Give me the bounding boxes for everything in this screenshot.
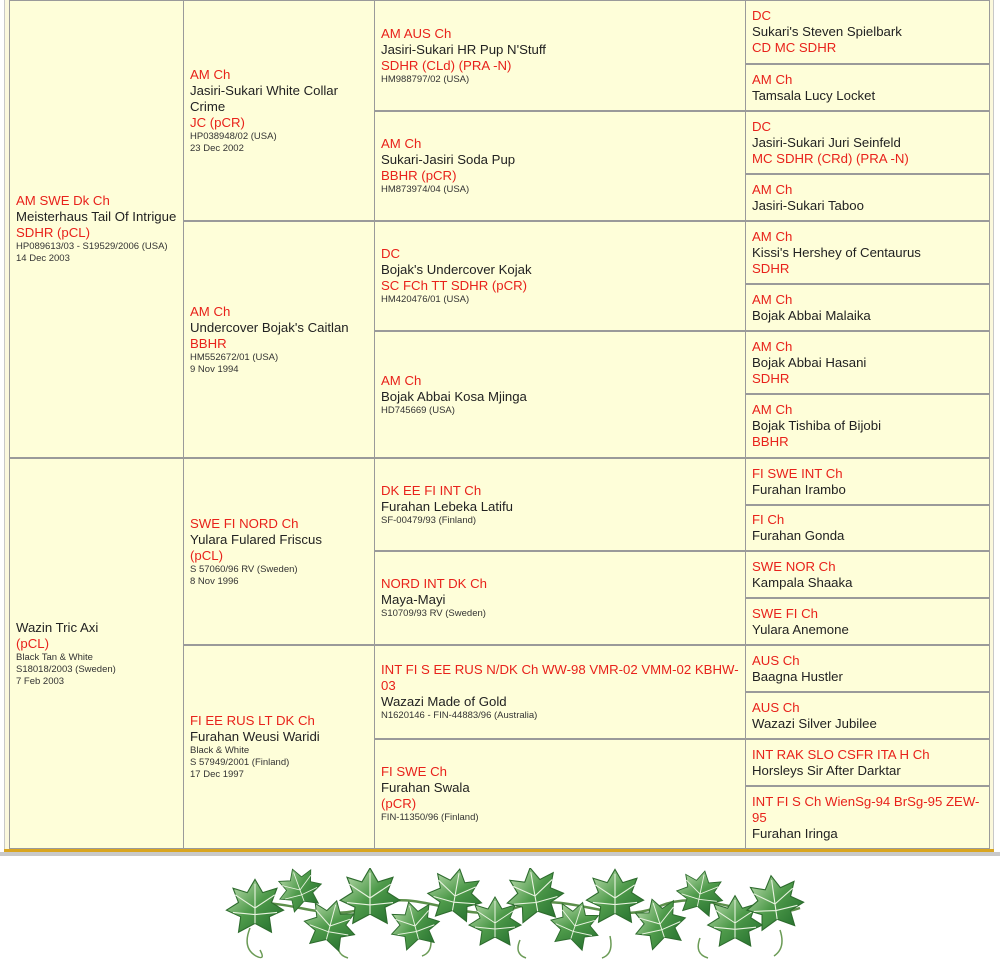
gen2-cell-2 xyxy=(183,221,376,458)
gen4-name: Jasiri-Sukari Juri Seinfeld xyxy=(752,134,901,150)
dam-color: Black Tan & White xyxy=(16,651,93,663)
gen4-title: INT FI S Ch WienSg-94 BrSg-95 ZEW-95 xyxy=(752,793,980,825)
gen4-cell-9 xyxy=(745,458,990,505)
gen4-cell-10 xyxy=(745,505,990,551)
gen3-registration: HD745669 (USA) xyxy=(381,404,455,416)
gen4-cell-13 xyxy=(745,645,990,692)
gen3-title: NORD INT DK Ch xyxy=(381,576,488,591)
gen2-registration: S 57060/96 RV (Sweden) xyxy=(190,563,298,575)
gen4-suffix: SDHR xyxy=(752,370,790,386)
footer-divider xyxy=(0,852,1000,856)
gen4-title: FI SWE INT Ch xyxy=(752,465,843,481)
gen3-title: FI SWE Ch xyxy=(381,764,447,779)
gen3-name: Furahan Swala xyxy=(381,780,470,795)
gen4-suffix: MC SDHR (CRd) (PRA -N) xyxy=(752,150,909,166)
gen2-title: FI EE RUS LT DK Ch xyxy=(190,713,315,728)
gen3-cell-8 xyxy=(374,739,747,849)
gen2-title: AM Ch xyxy=(190,303,231,319)
dam-registration: S18018/2003 (Sweden) xyxy=(16,663,116,675)
gen4-cell-8 xyxy=(745,394,990,458)
gen2-cell-4 xyxy=(183,645,376,849)
gen3-name: Maya-Mayi xyxy=(381,592,446,607)
sire-cell xyxy=(9,0,185,458)
dam-cell xyxy=(9,458,185,849)
gen3-title: AM AUS Ch xyxy=(381,25,452,41)
gen3-name: Bojak Abbai Kosa Mjinga xyxy=(381,388,527,404)
sire-title: AM SWE Dk Ch xyxy=(16,193,110,208)
dam-birthdate: 7 Feb 2003 xyxy=(16,675,65,687)
gen4-title: SWE NOR Ch xyxy=(752,558,836,574)
gen3-registration: HM988797/02 (USA) xyxy=(381,73,470,85)
pedigree-table xyxy=(4,0,994,851)
gen3-name: Bojak's Undercover Kojak xyxy=(381,262,532,277)
gen4-title: SWE FI Ch xyxy=(752,605,818,621)
gen3-suffix: SC FCh TT SDHR (pCR) xyxy=(381,278,528,293)
gen4-cell-11 xyxy=(745,551,990,598)
gen2-registration: HP038948/02 (USA) xyxy=(190,130,277,142)
gen2-registration: HM552672/01 (USA) xyxy=(190,351,279,363)
gen4-title: DC xyxy=(752,8,772,23)
gen4-name: Tamsala Lucy Locket xyxy=(752,87,876,103)
gen3-cell-3 xyxy=(374,221,747,331)
gen4-name: Wazazi Silver Jubilee xyxy=(752,715,877,731)
gen4-name: Bojak Abbai Hasani xyxy=(752,354,867,370)
gen4-title: AM Ch xyxy=(752,181,793,197)
gen3-cell-6 xyxy=(374,551,747,645)
gen4-cell-4 xyxy=(745,174,990,221)
gen3-registration: FIN-11350/96 (Finland) xyxy=(381,812,479,823)
gen3-cell-2 xyxy=(374,111,747,221)
gen2-name: Undercover Bojak's Caitlan xyxy=(190,319,349,335)
gen3-title: DK EE FI INT Ch xyxy=(381,482,482,498)
gen2-suffix: (pCL) xyxy=(190,547,223,563)
gen3-cell-7 xyxy=(374,645,747,739)
gen4-name: Baagna Hustler xyxy=(752,668,843,684)
gen4-title: AM Ch xyxy=(752,71,793,87)
gen4-name: Horsleys Sir After Darktar xyxy=(752,762,901,778)
gen4-cell-14 xyxy=(745,692,990,739)
gen3-registration: HM420476/01 (USA) xyxy=(381,294,470,305)
gen4-suffix: SDHR xyxy=(752,260,790,276)
gen4-title: INT RAK SLO CSFR ITA H Ch xyxy=(752,746,930,762)
gen4-cell-15 xyxy=(745,739,990,786)
gen4-cell-12 xyxy=(745,598,990,645)
gen4-name: Sukari's Steven Spielbark xyxy=(752,24,902,39)
ivy-vine-decoration xyxy=(220,868,810,968)
gen4-cell-7 xyxy=(745,331,990,394)
gen4-cell-6 xyxy=(745,284,990,331)
gen2-suffix: BBHR xyxy=(190,335,227,351)
gen3-cell-1 xyxy=(374,0,747,111)
gen2-name: Jasiri-Sukari White Collar Crime xyxy=(190,82,339,114)
gen4-title: AUS Ch xyxy=(752,652,800,668)
gen2-title: SWE FI NORD Ch xyxy=(190,515,299,531)
gen2-birthdate: 9 Nov 1994 xyxy=(190,363,239,375)
gen2-cell-3 xyxy=(183,458,376,645)
gen4-name: Bojak Tishiba of Bijobi xyxy=(752,418,882,433)
sire-suffix: SDHR (pCL) xyxy=(16,225,91,240)
gen3-cell-5 xyxy=(374,458,747,551)
gen4-title: FI Ch xyxy=(752,512,785,527)
gen3-name: Jasiri-Sukari HR Pup N'Stuff xyxy=(381,41,546,57)
gen2-title: AM Ch xyxy=(190,66,231,82)
gen3-title: AM Ch xyxy=(381,372,422,388)
gen3-title: DC xyxy=(381,246,401,261)
sire-name: Meisterhaus Tail Of Intrigue xyxy=(16,209,177,224)
gen3-cell-4 xyxy=(374,331,747,458)
gen4-name: Furahan Irambo xyxy=(752,481,846,497)
gen4-name: Furahan Iringa xyxy=(752,825,838,841)
gen2-color: Black & White xyxy=(190,745,250,756)
gen3-suffix: SDHR (CLd) (PRA -N) xyxy=(381,57,512,73)
gen2-birthdate: 23 Dec 2002 xyxy=(190,142,244,154)
gen2-registration: S 57949/2001 (Finland) xyxy=(190,757,290,768)
gen4-cell-1 xyxy=(745,0,990,64)
gen4-title: AM Ch xyxy=(752,228,793,244)
sire-birthdate: 14 Dec 2003 xyxy=(16,253,70,264)
gen3-title: AM Ch xyxy=(381,136,422,151)
gen3-suffix: BBHR (pCR) xyxy=(381,168,457,183)
gen4-cell-2 xyxy=(745,64,990,111)
gen2-cell-1 xyxy=(183,0,376,221)
gen4-name: Kampala Shaaka xyxy=(752,574,853,590)
gen3-title: INT FI S EE RUS N/DK Ch WW-98 VMR-02 VMM-02 KBHW-03 xyxy=(381,662,739,693)
gen2-birthdate: 8 Nov 1996 xyxy=(190,575,239,587)
gen4-title: AUS Ch xyxy=(752,699,800,715)
gen4-cell-16 xyxy=(745,786,990,849)
gen3-registration: SF-00479/93 (Finland) xyxy=(381,514,477,526)
gen2-name: Furahan Weusi Waridi xyxy=(190,729,320,744)
sire-registration: HP089613/03 - S19529/2006 (USA) xyxy=(16,241,168,252)
gen3-registration: S10709/93 RV (Sweden) xyxy=(381,608,486,619)
gen3-registration: N1620146 - FIN-44883/96 (Australia) xyxy=(381,710,538,721)
gen4-name: Furahan Gonda xyxy=(752,528,845,543)
gen3-name: Wazazi Made of Gold xyxy=(381,694,507,709)
gen4-suffix: CD MC SDHR xyxy=(752,40,837,55)
gen2-name: Yulara Fulared Friscus xyxy=(190,531,322,547)
gen2-birthdate: 17 Dec 1997 xyxy=(190,769,244,780)
gen4-name: Jasiri-Sukari Taboo xyxy=(752,197,864,213)
dam-suffix: (pCL) xyxy=(16,635,49,651)
gen4-title: AM Ch xyxy=(752,402,793,417)
gen4-cell-5 xyxy=(745,221,990,284)
gen3-suffix: (pCR) xyxy=(381,796,417,811)
gen4-cell-3 xyxy=(745,111,990,174)
gen4-suffix: BBHR xyxy=(752,434,789,449)
gen3-registration: HM873974/04 (USA) xyxy=(381,184,470,195)
gen4-name: Kissi's Hershey of Centaurus xyxy=(752,244,921,260)
gen3-name: Furahan Lebeka Latifu xyxy=(381,498,513,514)
gen4-name: Bojak Abbai Malaika xyxy=(752,307,871,323)
gen4-title: AM Ch xyxy=(752,338,793,354)
gen2-suffix: JC (pCR) xyxy=(190,114,245,130)
gen4-name: Yulara Anemone xyxy=(752,621,849,637)
gen4-title: DC xyxy=(752,118,772,134)
dam-name: Wazin Tric Axi xyxy=(16,619,99,635)
gen4-title: AM Ch xyxy=(752,291,793,307)
gen3-name: Sukari-Jasiri Soda Pup xyxy=(381,152,516,167)
